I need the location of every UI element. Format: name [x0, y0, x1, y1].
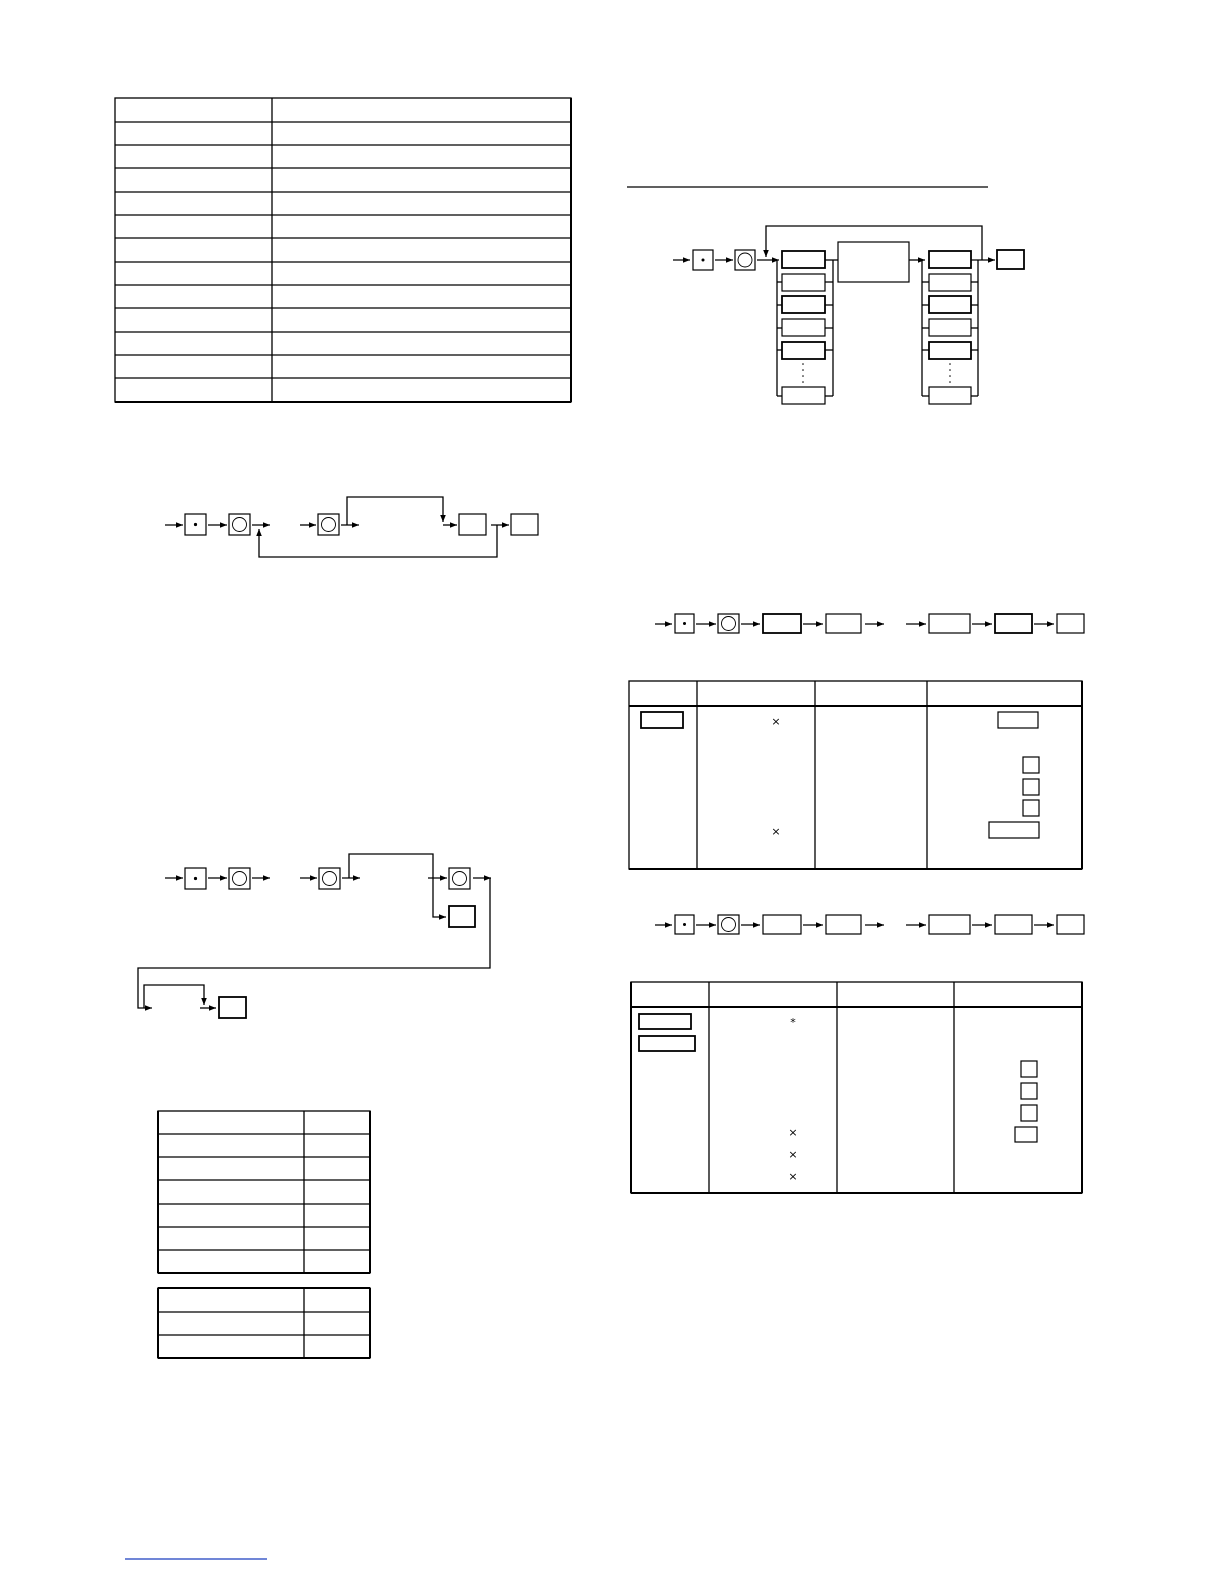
key-box: [639, 1014, 691, 1029]
key-box: [782, 387, 825, 404]
ellipsis-dots-icon: [802, 363, 804, 383]
key-box: [1021, 1061, 1037, 1077]
key-box: [929, 614, 970, 633]
mark: ×: [788, 1148, 798, 1161]
key-box: [929, 296, 971, 313]
table-bottom-left-a: [158, 1111, 370, 1273]
key-box: [995, 614, 1032, 633]
key-box: [1021, 1083, 1037, 1099]
key-box: [997, 250, 1024, 269]
key-sequence-right-a: [655, 614, 1084, 633]
key-box: [782, 251, 825, 268]
key-box: [763, 915, 801, 934]
key-box: [641, 712, 683, 728]
mark: ×: [788, 1170, 798, 1183]
mark: *: [790, 1016, 796, 1029]
table-bottom-left-b: [158, 1288, 370, 1358]
key-box: [1057, 614, 1084, 633]
key-box: [929, 915, 970, 934]
key-box: [929, 251, 971, 268]
key-box: [826, 915, 861, 934]
key-box: [782, 274, 825, 291]
key-box: [929, 387, 971, 404]
key-sequence-diagram-2: [138, 854, 491, 1018]
table-row-lines: [115, 122, 571, 378]
key-box: [1057, 915, 1084, 934]
key-sequence-right-b: [655, 915, 1084, 934]
key-box: [998, 712, 1038, 728]
key-box: [639, 1036, 695, 1051]
key-box: [929, 342, 971, 359]
key-box: [1015, 1127, 1037, 1142]
key-box: [219, 997, 246, 1018]
key-box: [782, 319, 825, 336]
table-right-b: [631, 982, 1082, 1193]
key-box: [1023, 757, 1039, 773]
key-box: [449, 906, 475, 927]
mark: ×: [771, 715, 781, 728]
key-box: [782, 342, 825, 359]
input-box: [838, 242, 909, 282]
key-box: [459, 514, 486, 535]
mark: ×: [788, 1126, 798, 1139]
spec-table-top-left: [115, 98, 571, 402]
ellipsis-dots-icon: [949, 363, 951, 383]
key-box: [989, 822, 1039, 838]
key-sequence-diagram-1: [165, 497, 538, 557]
key-box: [1021, 1105, 1037, 1121]
key-box: [929, 319, 971, 336]
key-box: [929, 274, 971, 291]
key-box: [995, 915, 1032, 934]
key-box: [782, 296, 825, 313]
table-right-a: [629, 681, 1082, 869]
key-box: [1023, 800, 1039, 816]
key-box: [1023, 779, 1039, 795]
branch-key-diagram: [673, 226, 1024, 404]
key-box: [826, 614, 861, 633]
key-box: [511, 514, 538, 535]
key-box: [763, 614, 801, 633]
mark: ×: [771, 825, 781, 838]
